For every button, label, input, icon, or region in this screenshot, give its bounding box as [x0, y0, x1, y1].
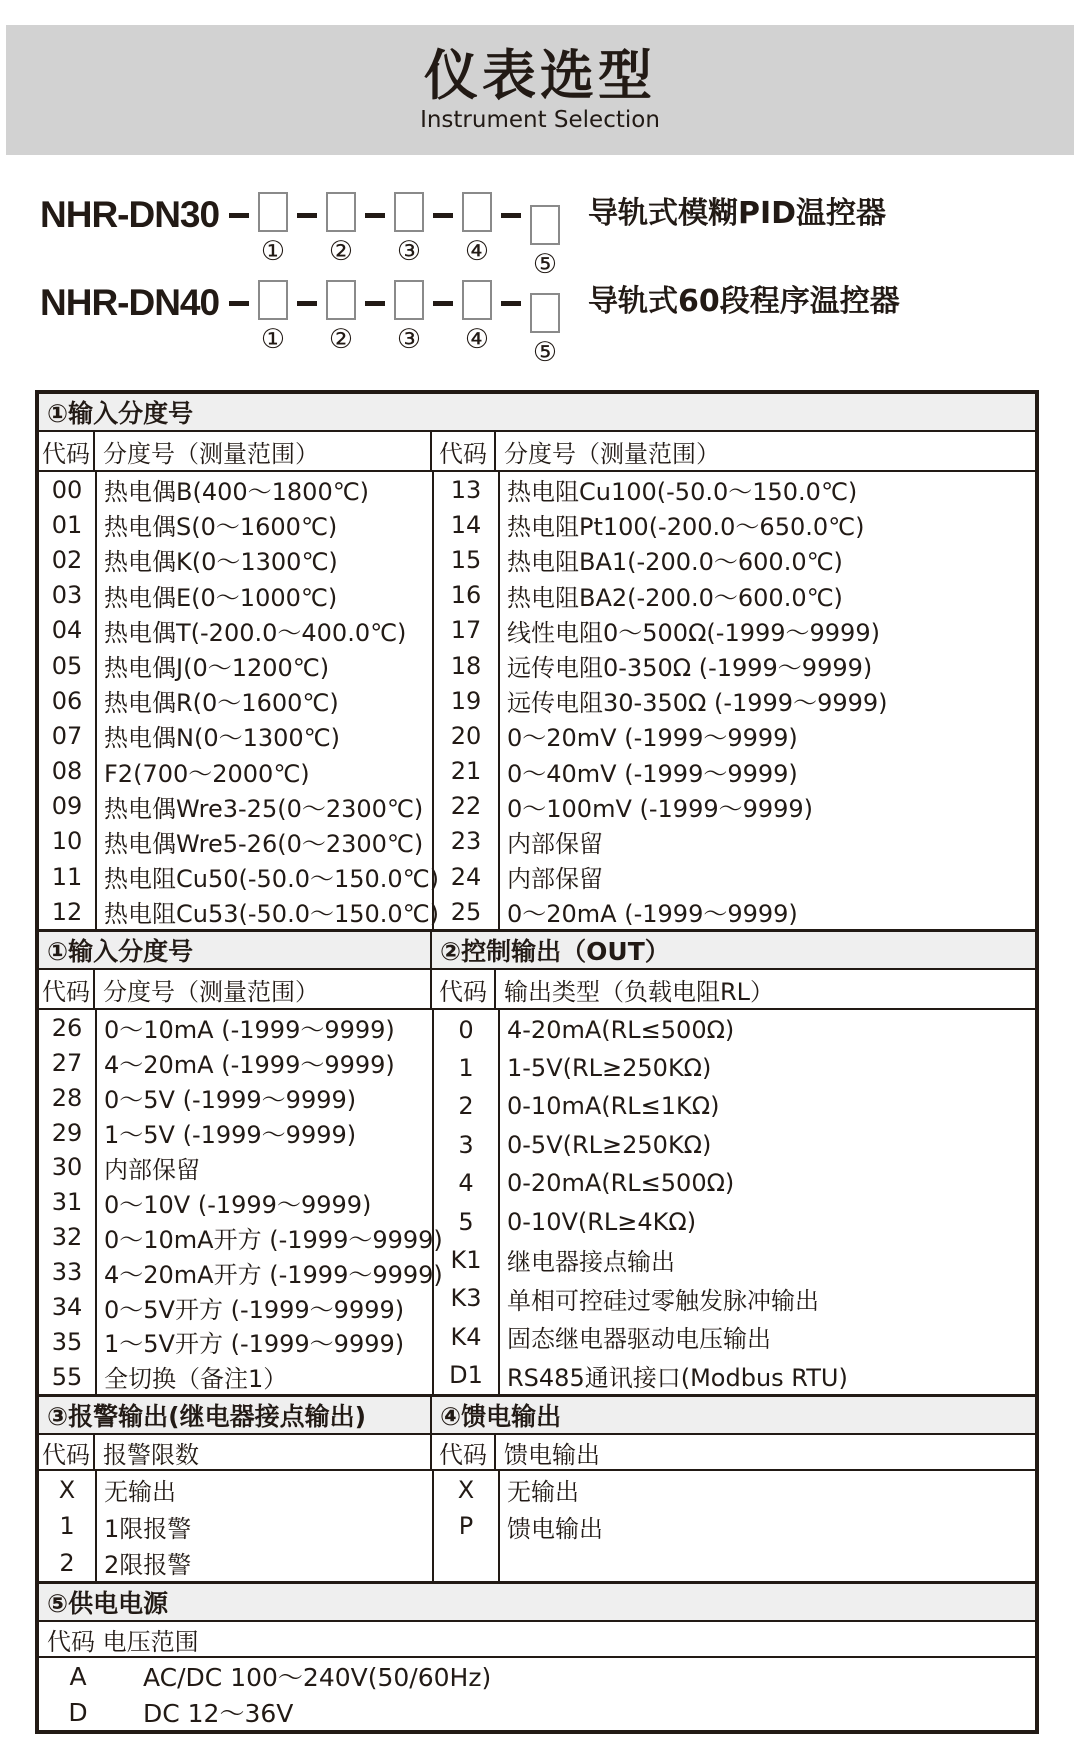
table-row: [39, 507, 432, 542]
label-cell: 内部保留: [507, 865, 603, 894]
dash-separator: [229, 213, 249, 218]
column-header-code: 代码: [39, 1435, 95, 1469]
code-cell: 10: [51, 827, 83, 856]
table-row: [39, 718, 432, 753]
label-cell: 热电阻Cu50(-50.0～150.0℃): [104, 865, 439, 894]
table-row: [434, 1241, 1035, 1279]
page-banner: [6, 25, 1074, 155]
code-cell: 31: [51, 1188, 83, 1217]
table-row: [434, 613, 1035, 648]
code-cell: K4: [450, 1322, 482, 1351]
dash-separator: [297, 213, 317, 218]
code-position-slot: [530, 293, 560, 370]
table-row: [39, 1255, 443, 1290]
label-cell: 单相可控硅过零触发脉冲输出: [507, 1286, 819, 1315]
code-cell: 14: [450, 510, 482, 539]
label-cell: 0～5V开方 (-1999～9999): [104, 1295, 405, 1324]
label-cell: 4～20mA (-1999～9999): [104, 1051, 395, 1080]
label-cell: DC 12～36V: [143, 1699, 294, 1729]
label-cell: 线性电阻0～500Ω(-1999～9999): [507, 618, 880, 647]
code-cell: 4: [458, 1169, 474, 1198]
code-box: [530, 293, 560, 333]
table-row: [39, 1508, 432, 1545]
dash-separator: [433, 301, 453, 306]
column-header-desc: 报警限数: [103, 1440, 199, 1469]
label-cell: 1～5V (-1999～9999): [104, 1121, 357, 1150]
code-cell: 09: [51, 792, 83, 821]
code-cell: 34: [51, 1293, 83, 1321]
section-title: ①输入分度号: [39, 932, 432, 968]
position-number: ③: [396, 236, 422, 267]
input-division-and-output-rows: [39, 1010, 1035, 1394]
table-row: [39, 1471, 432, 1508]
label-cell: 远传电阻30-350Ω (-1999～9999): [507, 689, 888, 718]
section-header-power-supply: [39, 1581, 1035, 1622]
code-cell: 12: [51, 897, 83, 926]
dash-separator: [229, 301, 249, 306]
dash-separator: [365, 301, 385, 306]
label-cell: 0-20mA(RL≤500Ω): [507, 1169, 735, 1198]
code-cell: 5: [458, 1207, 474, 1236]
table-row: [39, 1694, 1035, 1730]
column-header-desc: 输出类型（负载电阻RL）: [504, 977, 775, 1006]
code-box: [326, 192, 356, 232]
code-cell: 01: [51, 510, 83, 539]
table-row: [434, 578, 1035, 613]
code-box: [394, 280, 424, 320]
label-cell: 0～20mA (-1999～9999): [507, 900, 798, 929]
code-cell: X: [58, 1475, 76, 1504]
code-cell: 06: [51, 686, 83, 715]
code-cell: 20: [450, 721, 482, 750]
page-title: 仪表选型: [424, 44, 656, 107]
label-cell: 固态继电器驱动电压输出: [507, 1325, 771, 1354]
column-header-desc: 馈电输出: [504, 1440, 600, 1469]
dash-separator: [433, 213, 453, 218]
label-cell: 0-5V(RL≥250KΩ): [507, 1130, 712, 1159]
column-header-code: 代码: [39, 432, 95, 470]
table-row: [434, 542, 1035, 577]
table-row: [434, 1318, 1035, 1356]
label-cell: 0～20mV (-1999～9999): [507, 724, 798, 753]
section-header-input-and-control-output: [39, 929, 1035, 970]
code-cell: 19: [450, 686, 482, 715]
code-position-slot: [462, 280, 492, 357]
table-row: [39, 1359, 432, 1394]
position-number: ③: [396, 324, 422, 355]
model-diagrams: [40, 192, 1080, 368]
section-title: ③报警输出(继电器接点输出): [39, 1397, 432, 1433]
label-cell: 热电偶S(0～1600℃): [104, 513, 338, 542]
label-cell: 1～5V开方 (-1999～9999): [104, 1330, 405, 1359]
code-cell: 04: [51, 616, 83, 645]
label-cell: 热电阻Cu100(-50.0～150.0℃): [507, 478, 858, 507]
code-position-slot: [462, 192, 492, 269]
label-cell: 继电器接点输出: [507, 1248, 675, 1277]
column-header-code: 代码: [39, 970, 95, 1008]
code-cell: 11: [51, 862, 83, 891]
table-row: [434, 718, 1035, 753]
position-number: ④: [464, 236, 490, 267]
label-cell: 热电偶E(0～1000℃): [104, 583, 338, 612]
table-row: [434, 1471, 1035, 1508]
code-position-slot: [326, 192, 356, 269]
code-cell: A: [69, 1661, 87, 1691]
code-cell: 03: [51, 581, 83, 610]
code-cell: 27: [51, 1048, 83, 1077]
table-row: [39, 1658, 1035, 1694]
code-position-slot: [394, 192, 424, 269]
table-row: [434, 1087, 1035, 1125]
table-row: [39, 683, 432, 718]
table-row: [434, 1356, 1035, 1394]
section-title: ①输入分度号: [47, 399, 194, 428]
section-header-alarm-and-feed-output: [39, 1394, 1035, 1435]
table-row: [39, 1220, 443, 1255]
code-box: [462, 192, 492, 232]
model-slots: [220, 192, 560, 282]
position-number: ①: [260, 236, 286, 267]
code-box: [394, 192, 424, 232]
label-cell: 0-10mA(RL≤1KΩ): [507, 1092, 720, 1121]
code-cell: 08: [51, 757, 83, 786]
table-row: [39, 1080, 432, 1115]
input-division-rows: [39, 472, 1035, 929]
alarm-and-feed-rows: [39, 1471, 1035, 1581]
label-cell: 2限报警: [104, 1551, 192, 1580]
code-cell: 0: [458, 1015, 474, 1044]
table-row: [39, 1045, 432, 1080]
code-cell: D1: [449, 1361, 483, 1390]
label-cell: 0-10V(RL≥4KΩ): [507, 1207, 697, 1236]
code-position-slot: [258, 280, 288, 357]
column-header-code: 代码: [432, 1435, 496, 1469]
model-row: [40, 280, 1080, 368]
label-cell: 热电偶T(-200.0～400.0℃): [104, 618, 407, 647]
code-box: [326, 280, 356, 320]
position-number: ②: [328, 324, 354, 355]
table-row: [39, 613, 432, 648]
position-number: ②: [328, 236, 354, 267]
code-cell: 02: [51, 545, 83, 574]
code-box: [258, 192, 288, 232]
model-row: [40, 192, 1080, 280]
label-cell: 热电偶J(0～1200℃): [104, 654, 330, 683]
code-cell: K1: [450, 1245, 482, 1274]
selection-table: [35, 390, 1039, 1734]
label-cell: 远传电阻0-350Ω (-1999～9999): [507, 654, 873, 683]
label-cell: 无输出: [507, 1478, 579, 1507]
label-cell: 热电偶R(0～1600℃): [104, 689, 339, 718]
table-row: [434, 1126, 1035, 1164]
model-slots: [220, 280, 560, 370]
code-cell: 16: [450, 581, 482, 610]
table-row: [39, 824, 432, 859]
table-row: [434, 824, 1035, 859]
column-header-row: [39, 1435, 1035, 1471]
table-row: [39, 1185, 432, 1220]
column-header-desc: 分度号（测量范围）: [504, 439, 720, 468]
table-row: [39, 1324, 432, 1359]
column-header-row: [39, 432, 1035, 472]
code-box: [462, 280, 492, 320]
table-row: [434, 1508, 1035, 1545]
code-cell: 26: [51, 1013, 83, 1042]
table-row: [39, 754, 432, 789]
code-cell: X: [457, 1475, 475, 1504]
table-row: [434, 1279, 1035, 1317]
code-position-slot: [258, 192, 288, 269]
code-cell: 00: [51, 475, 83, 504]
model-description: 导轨式模糊PID温控器: [588, 196, 887, 231]
table-row: [39, 578, 432, 613]
dash-separator: [501, 301, 521, 306]
label-cell: 热电阻Pt100(-200.0～650.0℃): [507, 513, 865, 542]
code-box: [258, 280, 288, 320]
dash-separator: [297, 301, 317, 306]
label-cell: 1-5V(RL≥250KΩ): [507, 1054, 712, 1083]
section-title: ②控制输出（OUT）: [440, 937, 670, 967]
label-cell: 内部保留: [507, 829, 603, 858]
code-cell: 29: [51, 1118, 83, 1147]
code-cell: 32: [51, 1223, 83, 1252]
table-row: [39, 859, 439, 894]
code-cell: 05: [51, 651, 83, 680]
table-row: [39, 1290, 432, 1325]
code-cell: 1: [59, 1512, 75, 1541]
table-row: [39, 894, 439, 929]
label-cell: RS485通讯接口(Modbus RTU): [507, 1363, 848, 1392]
table-row: [434, 1049, 1035, 1087]
position-number: ⑤: [532, 337, 558, 368]
code-cell: 2: [458, 1092, 474, 1121]
code-cell: 2: [59, 1548, 75, 1577]
code-cell: K3: [450, 1284, 482, 1313]
page-subtitle: Instrument Selection: [420, 107, 660, 133]
column-header-voltage-range: 代码 电压范围: [47, 1627, 199, 1656]
position-number: ①: [260, 324, 286, 355]
label-cell: AC/DC 100～240V(50/60Hz): [143, 1663, 492, 1693]
code-position-slot: [530, 205, 560, 282]
code-cell: 21: [450, 757, 482, 786]
table-row: [434, 648, 1035, 683]
section-title: ④馈电输出: [440, 1402, 562, 1432]
label-cell: 热电阻BA2(-200.0～600.0℃): [507, 583, 843, 612]
label-cell: 热电偶Wre5-26(0～2300℃): [104, 829, 424, 858]
model-description: 导轨式60段程序温控器: [588, 284, 900, 319]
code-position-slot: [394, 280, 424, 357]
label-cell: 0～40mV (-1999～9999): [507, 759, 798, 788]
table-row: [434, 1010, 1035, 1048]
code-cell: 18: [450, 651, 482, 680]
table-row: [39, 472, 432, 507]
code-position-slot: [326, 280, 356, 357]
table-row: [434, 754, 1035, 789]
code-cell: 24: [450, 862, 482, 891]
label-cell: 0～10mA (-1999～9999): [104, 1016, 395, 1045]
dash-separator: [501, 213, 521, 218]
label-cell: 0～10mA开方 (-1999～9999): [104, 1225, 443, 1254]
code-cell: 22: [450, 792, 482, 821]
code-cell: 17: [450, 616, 482, 645]
section-header-input-division: [39, 394, 1035, 432]
code-cell: P: [458, 1512, 474, 1541]
code-cell: 55: [51, 1362, 83, 1391]
code-cell: D: [68, 1697, 88, 1727]
column-header-code: 代码: [432, 970, 496, 1008]
table-row: [434, 789, 1035, 824]
column-header-desc: 分度号（测量范围）: [103, 977, 319, 1006]
code-cell: 13: [450, 475, 482, 504]
table-row: [39, 1010, 432, 1045]
label-cell: 4-20mA(RL≤500Ω): [507, 1015, 735, 1044]
position-number: ⑤: [532, 249, 558, 280]
table-row: [434, 472, 1035, 507]
column-header-row: [39, 1622, 1035, 1658]
label-cell: 热电偶N(0～1300℃): [104, 724, 340, 753]
label-cell: 1限报警: [104, 1514, 192, 1543]
power-supply-rows: [39, 1658, 1035, 1730]
position-number: ④: [464, 324, 490, 355]
table-row: [434, 894, 1035, 929]
code-cell: 1: [458, 1054, 474, 1083]
label-cell: 0～10V (-1999～9999): [104, 1190, 372, 1219]
code-cell: 33: [51, 1258, 83, 1287]
code-cell: 30: [51, 1153, 83, 1182]
label-cell: 热电偶B(400～1800℃): [104, 478, 370, 507]
label-cell: 热电阻BA1(-200.0～600.0℃): [507, 548, 843, 577]
table-row: [39, 542, 432, 577]
dash-separator: [365, 213, 385, 218]
table-row: [39, 1115, 432, 1150]
label-cell: 馈电输出: [507, 1514, 603, 1543]
code-cell: 3: [458, 1130, 474, 1159]
label-cell: 内部保留: [104, 1155, 200, 1184]
table-row: [434, 507, 1035, 542]
label-cell: 4～20mA开方 (-1999～9999): [104, 1260, 443, 1289]
table-row: [39, 648, 432, 683]
code-box: [530, 205, 560, 245]
column-header-row: [39, 970, 1035, 1010]
label-cell: 热电偶Wre3-25(0～2300℃): [104, 794, 424, 823]
table-row: [39, 789, 432, 824]
table-row: [39, 1545, 432, 1582]
table-row: [39, 1150, 432, 1185]
column-header-code: 代码: [432, 432, 496, 470]
code-cell: 15: [450, 545, 482, 574]
label-cell: 0～100mV (-1999～9999): [507, 794, 814, 823]
column-header-desc: 分度号（测量范围）: [103, 439, 319, 468]
label-cell: 热电阻Cu53(-50.0～150.0℃): [104, 900, 439, 929]
label-cell: 0～5V (-1999～9999): [104, 1086, 357, 1115]
label-cell: 热电偶K(0～1300℃): [104, 548, 338, 577]
table-row: [434, 1164, 1035, 1202]
code-cell: 35: [51, 1327, 83, 1356]
model-name: NHR-DN40: [40, 282, 220, 323]
table-row: [434, 859, 1035, 894]
code-cell: 23: [450, 827, 482, 856]
label-cell: 全切换（备注1）: [104, 1365, 288, 1394]
table-row: [434, 1202, 1035, 1240]
label-cell: 无输出: [104, 1478, 176, 1507]
section-title: ⑤供电电源: [47, 1589, 169, 1619]
code-cell: 07: [51, 721, 83, 750]
code-cell: 28: [51, 1083, 83, 1112]
table-row: [434, 683, 1035, 718]
code-cell: 25: [450, 897, 482, 926]
label-cell: F2(700～2000℃): [104, 759, 310, 788]
model-name: NHR-DN30: [40, 194, 220, 235]
